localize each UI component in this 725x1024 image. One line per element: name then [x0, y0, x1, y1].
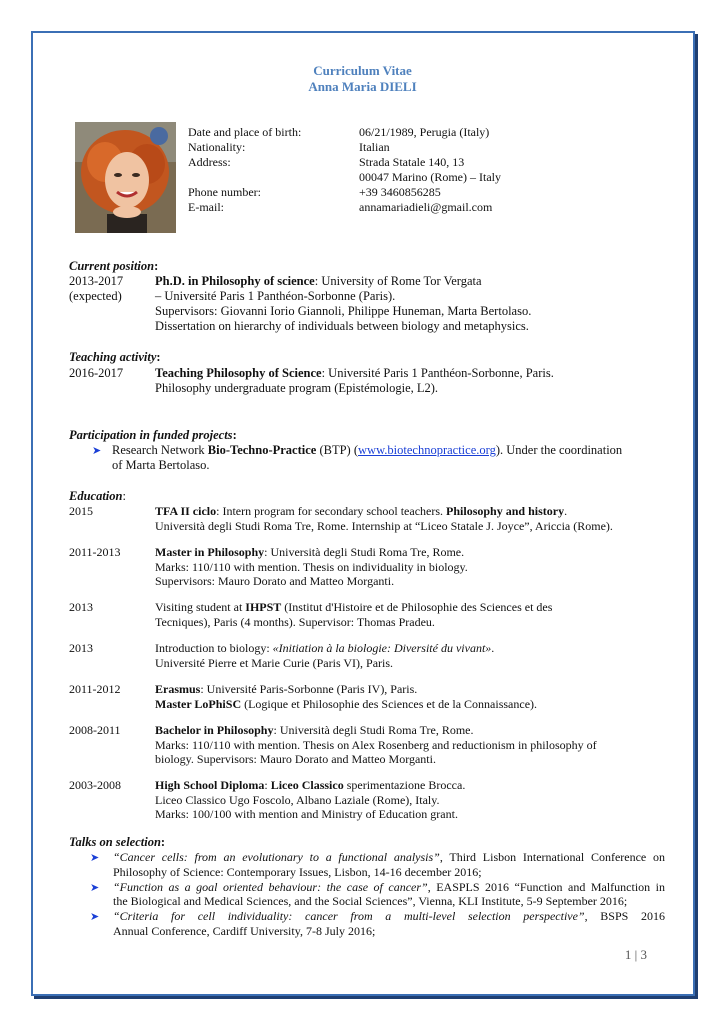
education-years: 2011-2012	[69, 682, 121, 696]
education-line1	[155, 600, 655, 615]
education-bold: Master in Philosophy	[155, 545, 265, 559]
talk-line2: Annual Conference, Cardiff University, 7-8 July 2016;	[113, 923, 376, 938]
current-position-expected: (expected)	[69, 289, 122, 303]
talk-title: “Function as a goal oriented behaviour: the case of cancer”	[113, 879, 428, 894]
talk-line2: the Biological and Medical Sciences, and the Social Sciences”, Vienna, KLI Institute, 5-9 September 2016;	[113, 894, 628, 908]
education-text: Introduction to biology:	[155, 641, 273, 655]
education-bold: High School Diploma	[155, 778, 265, 792]
education-l2: Liceo Classico Ugo Foscolo, Albano Laziale (Rome), Italy.	[155, 792, 440, 807]
education-text: : Università degli Studi Roma Tre, Rome.	[264, 545, 465, 559]
education-text: Visiting student at	[155, 600, 246, 614]
education-l3: biology. Supervisors: Mauro Dorato and Matteo Morganti.	[155, 752, 436, 766]
teaching-line1: Teaching Philosophy of Science: Université Paris 1 Panthéon-Sorbonne, Paris.	[155, 366, 554, 380]
talk-venue: , BSPS 2016	[584, 909, 665, 923]
education-l3: Supervisors: Mauro Dorato and Matteo Morganti.	[155, 574, 395, 588]
personal-value: Strada Statale 140, 13	[359, 155, 465, 169]
education-line1	[155, 723, 655, 738]
current-position-line2: – Université Paris 1 Panthéon-Sorbonne (Paris).	[155, 289, 396, 303]
education-text: (Logique et Philosophie des Sciences et de la Connaissance).	[241, 696, 538, 711]
funded-heading: Participation in funded projects:	[69, 428, 237, 442]
personal-value: Italian	[359, 140, 390, 154]
funded-line2: of Marta Bertolaso.	[112, 458, 210, 472]
talk-line1	[113, 850, 665, 865]
education-bold: Erasmus	[155, 682, 201, 696]
arrow-bullet-icon: ➤	[90, 911, 100, 923]
arrow-bullet-icon: ➤	[90, 852, 100, 864]
profile-photo	[75, 122, 176, 233]
talk-line1	[113, 880, 665, 895]
personal-value: 06/21/1989, Perugia (Italy)	[359, 125, 490, 139]
education-years: 2015	[69, 504, 93, 518]
education-heading: Education:	[69, 489, 126, 503]
education-text: sperimentazione Brocca.	[343, 778, 466, 792]
education-line1	[155, 641, 655, 656]
education-text: .	[564, 504, 568, 518]
personal-label: Address:	[188, 155, 231, 169]
education-text: : Université Paris-Sorbonne (Paris IV), Paris.	[200, 682, 418, 696]
education-years: 2013	[69, 600, 93, 614]
education-text: (Institut d'Histoire et de Philosophie des Sciences et des	[281, 600, 553, 614]
page-number: 1 | 3	[624, 947, 647, 962]
personal-label: Phone number:	[188, 185, 261, 199]
talk-venue: , Third Lisbon International Conference on	[439, 850, 665, 864]
current-position-line4: Dissertation on hierarchy of individuals between biology and metaphysics.	[155, 319, 529, 333]
arrow-bullet-icon: ➤	[92, 445, 102, 457]
education-bold: Liceo Classico	[270, 778, 344, 792]
education-bold: Philosophy and history	[446, 504, 565, 518]
teaching-heading: Teaching activity:	[69, 350, 161, 364]
current-position-line1: Ph.D. in Philosophy of science: University of Rome Tor Vergata	[155, 274, 482, 288]
cv-title: Curriculum Vitae	[313, 63, 412, 78]
education-l2: Université Pierre et Marie Curie (Paris VI), Paris.	[155, 655, 394, 670]
education-text: : Intern program for secondary school teachers.	[216, 504, 447, 518]
education-bold: IHPST	[245, 600, 282, 614]
education-years: 2008-2011	[69, 723, 121, 737]
education-italic: «Initiation à la biologie: Diversité du vivant»	[272, 641, 492, 655]
personal-label: E-mail:	[188, 200, 224, 214]
education-years: 2011-2013	[69, 545, 121, 559]
teaching-years: 2016-2017	[69, 366, 124, 380]
current-position-years: 2013-2017	[69, 274, 124, 288]
education-line1	[155, 545, 655, 560]
education-bold: TFA II ciclo	[155, 504, 217, 518]
personal-label: Nationality:	[188, 140, 246, 154]
education-l2: Marks: 110/110 with mention. Thesis on individuality in biology.	[155, 559, 468, 574]
personal-value: +39 3460856285	[359, 185, 441, 199]
funded-entry: ➤ Research Network Bio-Techno-Practice (BTP) (www.biotechnopractice.org). Under the coordination	[92, 443, 623, 457]
education-text: : Università degli Studi Roma Tre, Rome.	[273, 723, 474, 737]
education-text: :	[264, 778, 271, 792]
education-years: 2013	[69, 641, 93, 655]
teaching-line2: Philosophy undergraduate program (Epistémologie, L2).	[155, 381, 439, 395]
education-line1	[155, 504, 655, 519]
cv-name: Anna Maria DIELI	[308, 79, 417, 94]
talk-line2: Philosophy of Science: Contemporary Issues, Lisbon, 14-16 december 2016;	[113, 864, 482, 879]
education-bold: Master LoPhiSC	[155, 696, 242, 711]
talk-line1	[113, 909, 665, 924]
talk-venue: , EASPLS 2016 “Function and Malfunction in	[427, 879, 665, 894]
personal-value: 00047 Marino (Rome) – Italy	[359, 170, 501, 184]
personal-label: Date and place of birth:	[188, 125, 302, 139]
education-l2: Tecniques), Paris (4 months). Supervisor: Thomas Pradeu.	[155, 614, 435, 629]
current-position-line3: Supervisors: Giovanni Iorio Giannoli, Philippe Huneman, Marta Bertolaso.	[155, 304, 532, 318]
education-text: .	[491, 641, 495, 655]
education-l3: Marks: 100/100 with mention and Ministry of Education grant.	[155, 807, 458, 821]
education-bold: Bachelor in Philosophy	[155, 723, 274, 737]
current-position-heading: Current position:	[69, 259, 159, 273]
talk-title: “Cancer cells: from an evolutionary to a functional analysis”	[113, 850, 440, 864]
talks-heading: Talks on selection:	[69, 835, 166, 849]
personal-value: annamariadieli@gmail.com	[359, 200, 493, 214]
education-line1	[155, 682, 655, 697]
education-line1	[155, 778, 655, 793]
education-years: 2003-2008	[69, 778, 121, 792]
education-l2: Università degli Studi Roma Tre, Rome. Internship at “Liceo Statale J. Joyce”, Ariccia (Rome).	[155, 518, 613, 533]
arrow-bullet-icon: ➤	[90, 881, 100, 894]
education-line2	[155, 697, 655, 712]
talk-title: “Criteria for cell individuality: cancer from a multi-level selection perspective”	[113, 909, 585, 923]
education-l2: Marks: 110/110 with mention. Thesis on Alex Rosenberg and reductionism in philosophy of	[155, 737, 597, 752]
biotechnopractice-link[interactable]: www.biotechnopractice.org	[358, 443, 496, 457]
